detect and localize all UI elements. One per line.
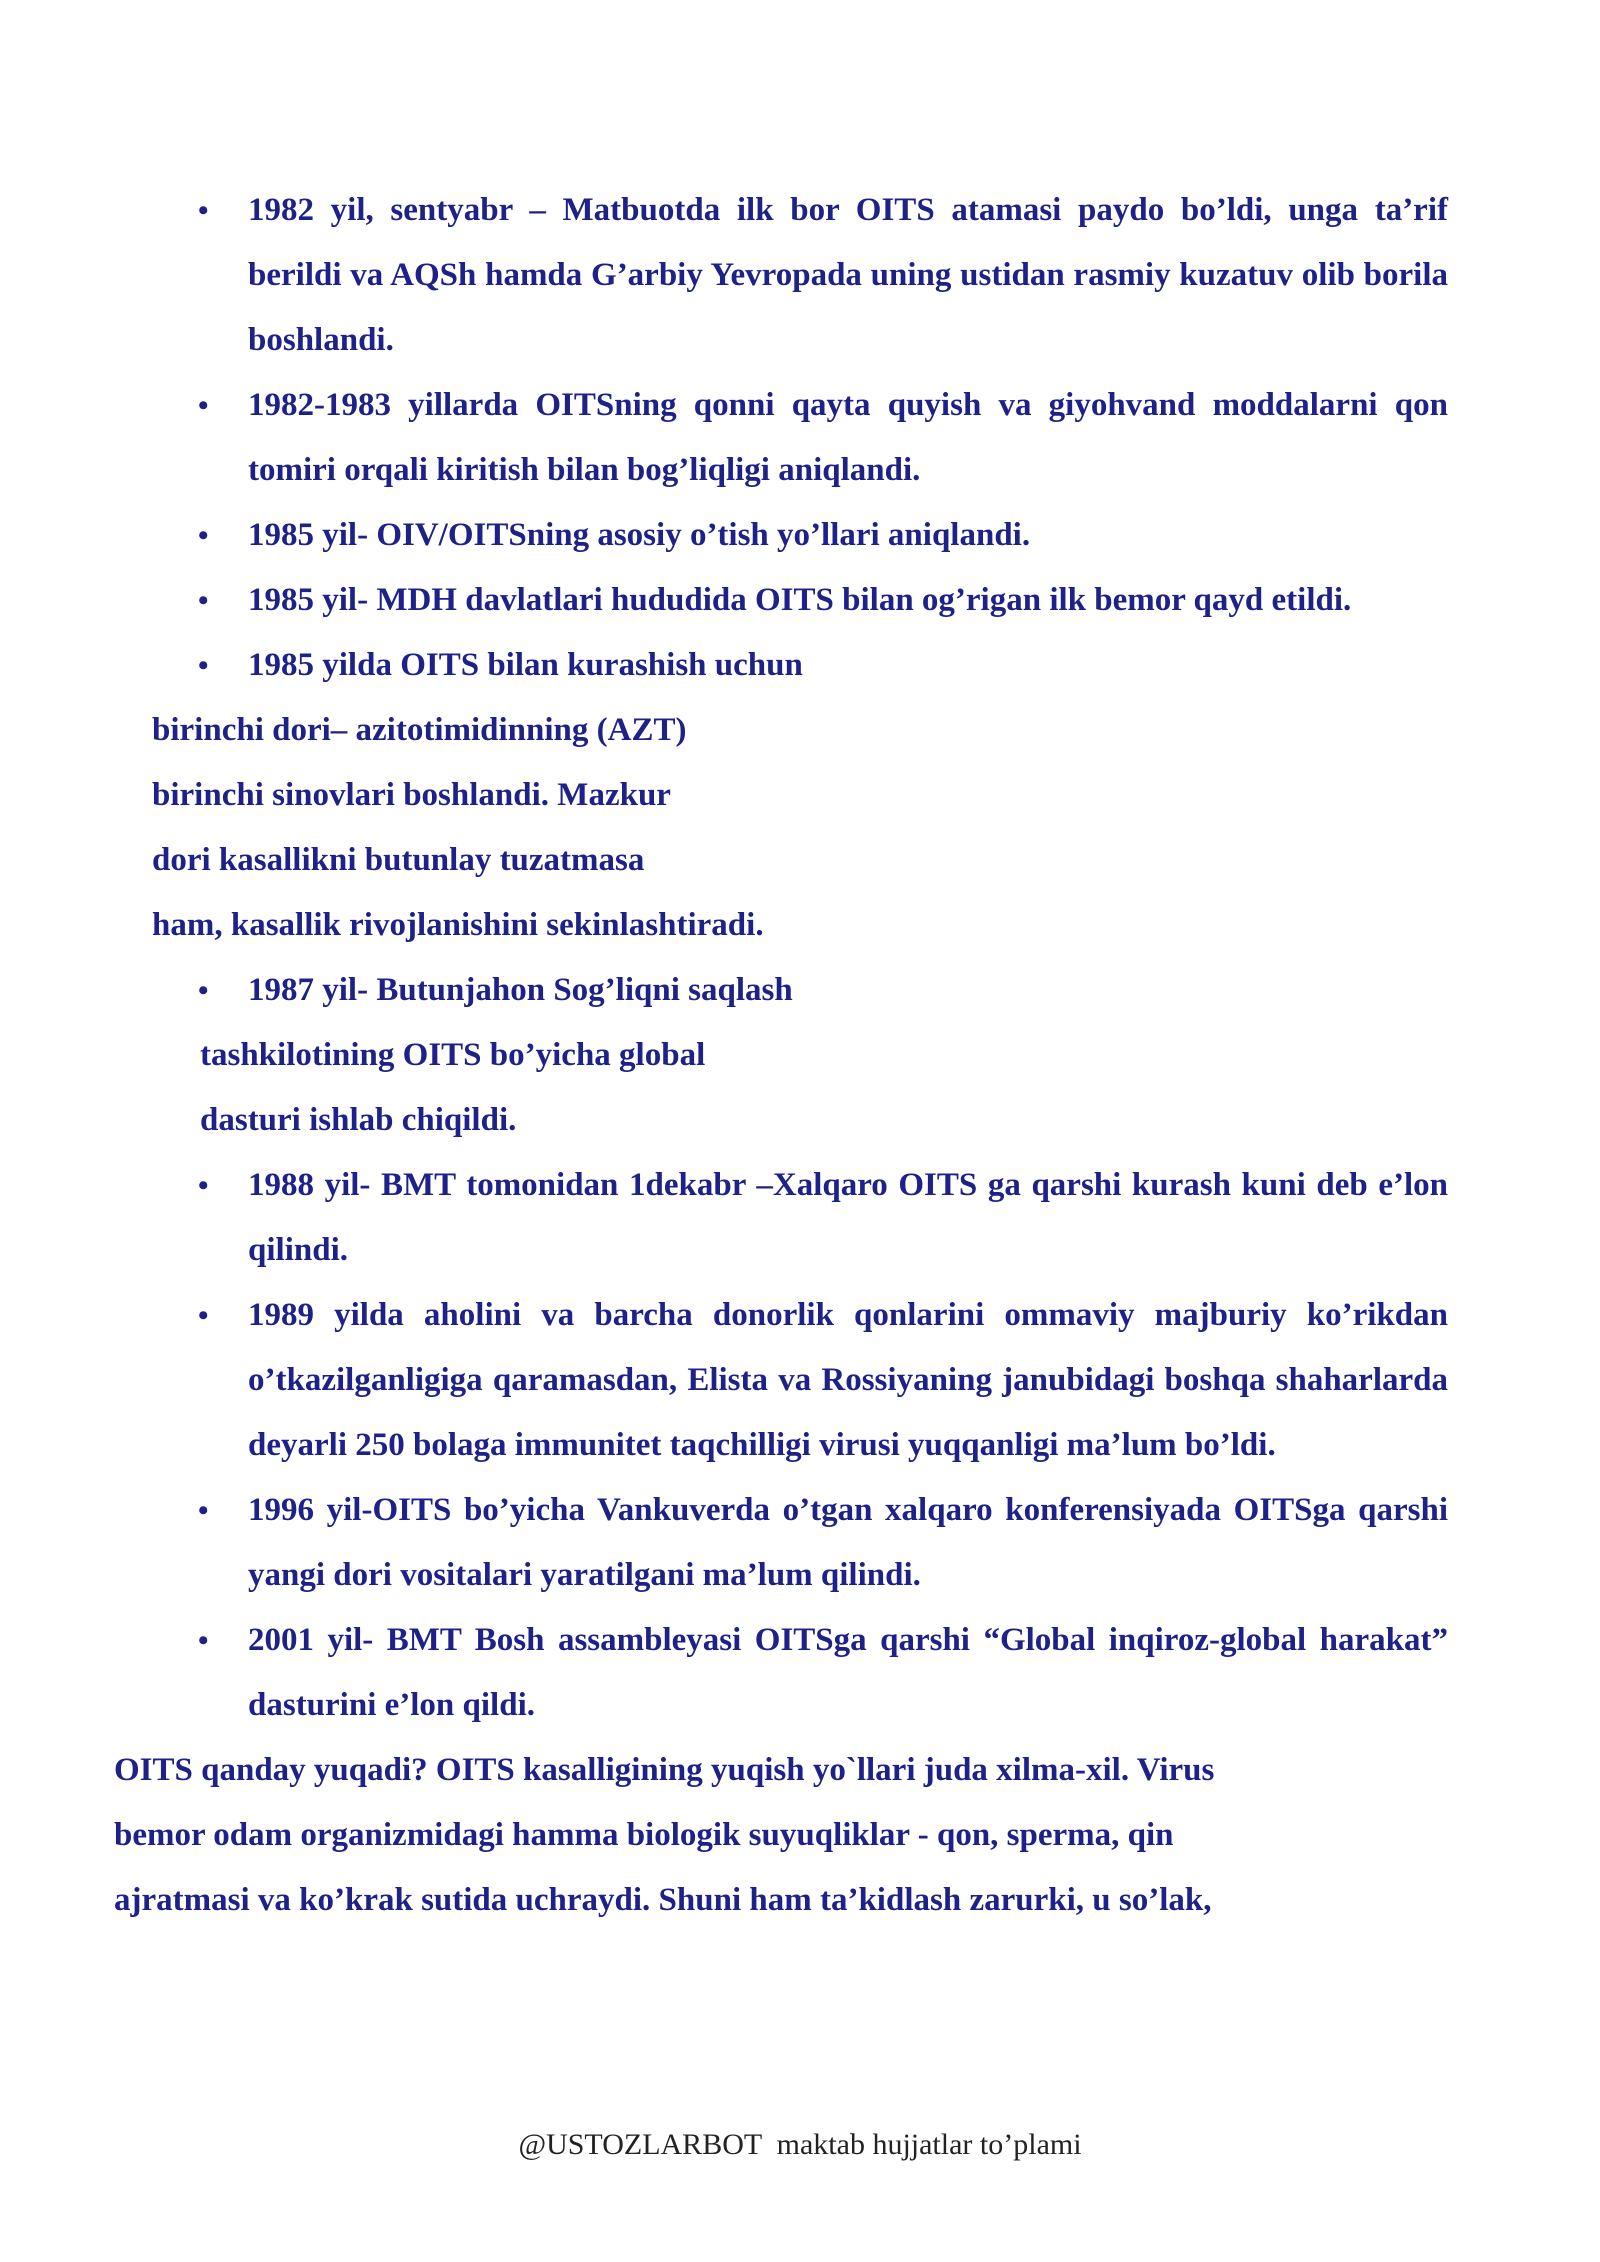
bullet-icon: • [198,389,209,422]
bullet-text: 2001 yil- BMT Bosh assambleyasi OITSga qarshi “Global inqiroz-global harakat” dasturini e’lon qildi. [248,1622,1448,1723]
bullet-text: 1985 yilda OITS bilan kurashish uchun [248,647,803,683]
bullet-text: 1982-1983 yillarda OITSning qonni qayta quyish va giyohvand moddalarni qon tomiri orqali kiritish bilan bog’liqligi aniqlandi. [248,387,1448,488]
bullet-item-1985-mdh [152,568,1448,633]
paragraph-line: bemor odam organizmidagi hamma biologik suyuqliklar - qon, sperma, qin [114,1817,1174,1853]
azt-continuation [152,698,1448,958]
bullet-item-1989 [152,1283,1448,1478]
bullet-item-1982 [152,178,1448,373]
continuation-line: birinchi dori– azitotimidinning (AZT) [152,712,687,748]
bullet-text: 1989 yilda aholini va barcha donorlik qonlarini ommaviy majburiy ko’rikdan o’tkazilganligiga qaramasdan, Elista va Rossiyaning janubidagi boshqa shaharlarda deyarli 250 bolaga immunitet taqchilligi virusi yuqqanligi ma’lum bo’ldi. [248,1297,1448,1463]
continuation-line: ham, kasallik rivojlanishini sekinlashtiradi. [152,907,764,943]
body-paragraph [114,1738,1448,1933]
continuation-line: dasturi ishlab chiqildi. [200,1102,517,1138]
bullet-text: 1988 yil- BMT tomonidan 1dekabr –Xalqaro OITS ga qarshi kurash kuni deb e’lon qilindi. [248,1167,1448,1268]
bullet-icon: • [198,519,209,552]
bullet-icon: • [198,974,209,1007]
paragraph-line: OITS qanday yuqadi? OITS kasalligining yuqish yo`llari juda xilma-xil. Virus [114,1752,1215,1788]
bullet-icon: • [198,1169,209,1202]
bullet-icon: • [198,584,209,617]
bullet-text: 1985 yil- MDH davlatlari hududida OITS bilan og’rigan ilk bemor qayd etildi. [248,582,1352,618]
continuation-line: dori kasallikni butunlay tuzatmasa [152,842,645,878]
page-footer: @USTOZLARBOT maktab hujjatlar to’plami [518,2128,1082,2161]
continuation-line: birinchi sinovlari boshlandi. Mazkur [152,777,671,813]
paragraph-line: ajratmasi va ko’krak sutida uchraydi. Shuni ham ta’kidlash zarurki, u so’lak, [114,1882,1212,1918]
continuation-line: tashkilotining OITS bo’yicha global [200,1037,706,1073]
bullet-text: 1996 yil-OITS bo’yicha Vankuverda o’tgan xalqaro konferensiyada OITSga qarshi yangi dori vositalari yaratilgani ma’lum qilindi. [248,1492,1448,1593]
bullet-item-1985-routes [152,503,1448,568]
bullet-item-1988 [152,1153,1448,1283]
bullet-icon: • [198,194,209,227]
bullet-icon: • [198,649,209,682]
document-body [114,178,1448,1933]
who-continuation [152,1023,1448,1153]
bullet-item-1982-1983 [152,373,1448,503]
bullet-text: 1985 yil- OIV/OITSning asosiy o’tish yo’llari aniqlandi. [248,517,1031,553]
bullet-icon: • [198,1299,209,1332]
bullet-text: 1987 yil- Butunjahon Sog’liqni saqlash [248,972,793,1008]
bullet-item-1996 [152,1478,1448,1608]
bullet-text: 1982 yil, sentyabr – Matbuotda ilk bor OITS atamasi paydo bo’ldi, unga ta’rif berildi va AQSh hamda G’arbiy Yevropada uning ustidan rasmiy kuzatuv olib borila boshlandi. [248,192,1448,358]
bullet-item-1987 [152,958,1448,1023]
bullet-icon: • [198,1624,209,1657]
bullet-item-1985-azt [152,633,1448,698]
bullet-icon: • [198,1494,209,1527]
bullet-item-2001 [152,1608,1448,1738]
